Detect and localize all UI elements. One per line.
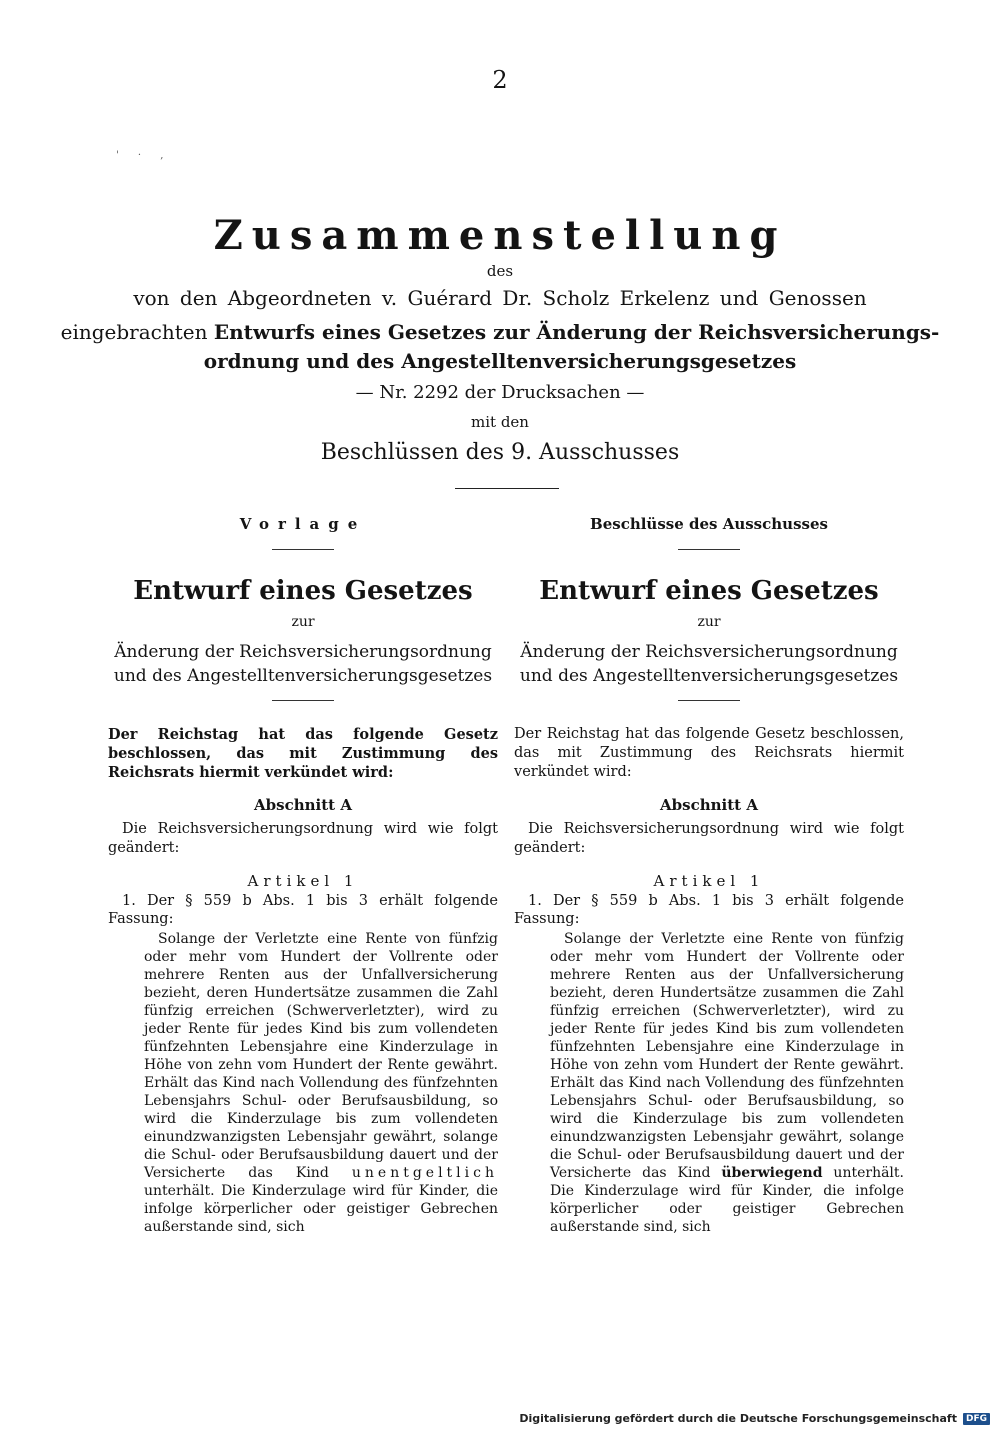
title-authors: von den Abgeordneten v. Guérard Dr. Scholz Erkelenz und Genossen — [133, 286, 867, 310]
left-subtitle-rule — [272, 700, 334, 701]
title-divider — [455, 488, 559, 489]
right-zur: zur — [697, 614, 721, 630]
title-draft-bold: Entwurfs eines Gesetzes zur Änderung der Reichsversicherungs- — [213, 320, 940, 344]
title-print-number: — Nr. 2292 der Drucksachen — — [355, 382, 645, 403]
footer-text: Digitalisierung gefördert durch die Deutsche Forschungsgemeinschaft — [519, 1412, 957, 1425]
right-article: Artikel 1 — [653, 872, 765, 890]
right-section-text: Die Reichsversicherungsordnung wird wie folgt geändert: — [514, 821, 904, 856]
left-draft-title: Entwurf eines Gesetzes — [133, 576, 473, 606]
title-draft-prefix: eingebrachten — [60, 320, 214, 344]
title-draft-line — [0, 320, 1000, 344]
right-subtitle-rule — [678, 700, 740, 701]
right-subtitle — [514, 640, 904, 688]
title-draft-line-2: ordnung und des Angestelltenversicherungsgesetzes — [203, 349, 797, 373]
scan-specks: ' · , — [116, 150, 172, 161]
left-heading-rule — [272, 549, 334, 550]
right-quote-part-1: Solange der Verletzte eine Rente von fünfzig oder mehr vom Hundert der Vollrente oder mehrere Renten aus der Unfallversicherung bezieht, deren Hundertsätze zusammen die Zahl fünfzig erreichen (Schwerverletzter), wird zu jeder Rente für jedes Kind bis zum vollendeten fünfzehnten Lebensjahre eine Kinderzulage in Höhe von zehn vom Hundert der Rente gewährt. Erhält das Kind nach Vollendung des fünfzehnten Lebensjahrs Schul- oder Berufsausbildung, so wird die Kinderzulage bis zum vollendeten einundzwanzigsten Lebensjahr gewährt, solange die Schul- oder Berufsausbildung dauert und der Versicherte das Kind — [550, 931, 904, 1181]
left-column — [108, 515, 498, 1236]
left-subtitle-line-1: Änderung der Reichsversicherungsordnung — [114, 642, 492, 662]
right-column — [514, 515, 904, 1236]
left-subtitle — [108, 640, 498, 688]
right-heading-rule — [678, 549, 740, 550]
left-quote-part-2: unterhält. Die Kinderzulage wird für Kinder, die infolge körperlicher oder geistiger Gebrechen außerstande sind, sich — [144, 1183, 498, 1235]
right-draft-title: Entwurf eines Gesetzes — [539, 576, 879, 606]
right-quote-part-2: unterhält. Die Kinderzulage wird für Kinder, die infolge körperlicher oder geistiger Gebrechen außerstande sind, sich — [550, 1165, 904, 1235]
left-zur: zur — [291, 614, 315, 630]
left-quote-part-1: Solange der Verletzte eine Rente von fünfzig oder mehr vom Hundert der Vollrente oder mehrere Renten aus der Unfallversicherung bezieht, deren Hundertsätze zusammen die Zahl fünfzig erreichen (Schwerverletzter), wird zu jeder Rente für jedes Kind bis zum vollendeten fünfzehnten Lebensjahre eine Kinderzulage in Höhe von zehn vom Hundert der Rente gewährt. Erhält das Kind nach Vollendung des fünfzehnten Lebensjahrs Schul- oder Berufsausbildung, so wird die Kinderzulage bis zum vollendeten einundzwanzigsten Lebensjahr gewährt, solange die Schul- oder Berufsausbildung dauert und der Versicherte das Kind — [144, 931, 498, 1181]
left-section: Abschnitt A — [254, 796, 352, 814]
title-committee: Beschlüssen des 9. Ausschusses — [320, 440, 680, 465]
left-intro: Der Reichstag hat das folgende Gesetz beschlossen, das mit Zustimmung des Reichsrats hiermit verkündet wird: — [108, 726, 498, 781]
right-article-text: 1. Der § 559 b Abs. 1 bis 3 erhält folgende Fassung: — [514, 893, 904, 927]
left-quote-emphasis: unentgeltlich — [351, 1165, 498, 1181]
left-article: Artikel 1 — [247, 872, 359, 890]
left-section-text: Die Reichsversicherungsordnung wird wie folgt geändert: — [108, 821, 498, 856]
dfg-logo: DFG — [963, 1413, 990, 1425]
left-quoted-text — [144, 930, 498, 1236]
footer-credit — [519, 1412, 990, 1425]
right-section: Abschnitt A — [660, 796, 758, 814]
left-column-heading: Vorlage — [239, 515, 367, 533]
right-quoted-text — [550, 930, 904, 1236]
page-number: 2 — [492, 66, 508, 94]
title-des: des — [486, 262, 514, 280]
document-title: Zusammenstellung — [213, 212, 787, 259]
right-subtitle-line-2: und des Angestelltenversicherungsgesetzes — [519, 666, 899, 686]
right-intro: Der Reichstag hat das folgende Gesetz beschlossen, das mit Zustimmung des Reichsrats hiermit verkündet wird: — [514, 726, 904, 780]
right-column-heading: Beschlüsse des Ausschusses — [590, 515, 828, 533]
left-subtitle-line-2: und des Angestelltenversicherungsgesetzes — [113, 666, 493, 686]
right-quote-emphasis: überwiegend — [721, 1165, 823, 1181]
left-article-text: 1. Der § 559 b Abs. 1 bis 3 erhält folgende Fassung: — [108, 893, 498, 927]
right-subtitle-line-1: Änderung der Reichsversicherungsordnung — [520, 642, 898, 662]
title-mit-den: mit den — [471, 413, 529, 431]
